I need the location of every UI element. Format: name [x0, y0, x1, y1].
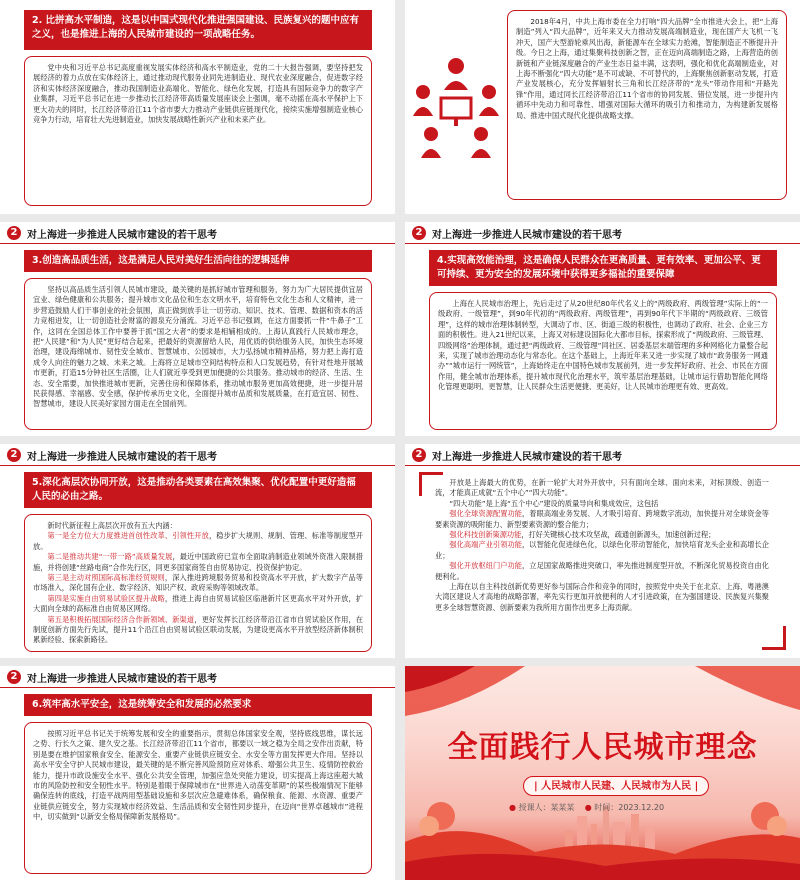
slide-body-box: [24, 514, 372, 652]
date-label: 时间：2023.12.20: [594, 803, 665, 812]
slide-body: 党中央和习近平总书记高度重视发展实体经济和高水平制造业，党的二十大报告强调，要坚持把发展经济的着力点放在实体经济上，通过推动现代服务业同先进制造业、现代农业深度融合，促进数字经济和实体经济深度融合，推动我国制造业高端化、智能化、绿色化发展，打造具有国际竞争力的数字产业集群，习近平总书记在进一步推动长江经济带高质量发展座谈会上强调，毫不动摇在高水平保护上下更大功夫的同时，长江经济带沿江11个省市要大力推动产业链供应链现代化，接续实施增强制造业核心竞争力行动，培育壮大先进制造业，加快发展战略性新兴产业和未来产业。: [33, 63, 363, 125]
list-item-text: ，最近中国政府已宣布全面取消制造业领域外资准入限制措施，并将创建“丝路电商”合作先行区，同更多国家商签自由贸易协定、投资保护协定。: [33, 552, 363, 572]
list-item-text: ，着眼高端业务发展、人才吸引培育、跨境数字流动，加快提升对全球资金等要素资源的吸附能力、新型要素资源的整合能力；: [435, 509, 769, 529]
section-title: 对上海进一步推进人民城市建设的若干思考: [27, 674, 217, 685]
person-icon: ●: [509, 803, 516, 812]
slide-quality-life[interactable]: [0, 222, 395, 436]
slide-topbar: [0, 222, 395, 244]
slide-topbar: [405, 444, 800, 466]
slide-body: 坚持以高品质生活引领人民城市建设，最关键的是抓好城市管理和服务，努力为广大居民提供宜居宜业、绿色健康和公共服务；提升城市文化品位和生态文明水平，培育特色文化生态和人文精神，进一步营造鼓励人们干事创业的社会氛围，真正做到放手让一切劳动、知识、技术、管理、数据和资本的活力竞相迸发，让一切创造社会财富的源泉充分涌流。习近平总书记强调，在这方面要抓一件“牛鼻子”工作，这同在全国总体工作中要善于抓“国之大者”的要求是相辅相成的。上海认真践行人民城市理念，把“人民建”和“为人民”更好结合起来，把最好的资源留给人民，用优质的供给服务人民，加快生态环境治理，建设海绵城市、韧性安全城市、智慧城市、公园城市，大力弘扬城市精神品格，努力把上海打造成令人向往的魅力之城、未来之城。上海将立足城市空间结构特点和人口发展趋势，有针对性地开展城市更新，打造15分钟社区生活圈，让人们就近享受到更加便捷的公共服务。推动城市的经济、生活、生态、安全需要，加快推进城市更新，完善住房和保障体系，推动城市服务更加高效便捷，进一步提升居民获得感、幸福感、安全感，保护传承历史文化，全面提升城市品质和发展质量，在打造宜居、韧性、智慧城市，建设人民美好家园方面走在全国前列。: [33, 285, 363, 409]
list-item: [435, 509, 769, 530]
slide-body: 2018年4月，中共上海市委在全力打响“四大品牌”全市推进大会上，把“上海制造”列入“四大品牌”，近年来又大力推动发展高端制造业，现在国产大飞机一飞冲天，国产大型游轮乘风出海，新能源车在全球实力抢滩，智能制造正不断提升升级。今日之上海，通过集聚科技创新之智，正在迈向高端制造之路，上海营造的创新链和产业链深度融合的产业生态日益丰满，这表明，强化和优化高端制造业，对上海不断强化“四大功能”是不可或缺、不可替代的，上海聚焦创新驱动发展，打造产业发展核心，充分发挥辐射长三角和长江经济带的“龙头”带动作用和“开路先锋”作用，通过同长江经济带沿江11个省市的协同发展、错位发展，进一步提升内循环中先动力和可靠性、增强对国际大循环的吸引力和推动力，为构建新发展格局、推进中国式现代化提供战略支撑。: [516, 17, 778, 120]
slide-paragraph: 上海在以自主科技创新优势更好参与国际合作和竞争的同时，按照党中央关于在北京、上海、粤港澳大湾区建设人才高地的战略部署，率先实行更加开放便利的人才引进政策，在为强国建设、民族复兴集聚更多全球智慧资源、创新要素为我所用方面作出更多上海贡献。: [435, 582, 769, 612]
slide-body: 上海在人民城市治理上，先后走过了从20世纪80年代名义上的“两级政府、两级管理”实际上的“一级政府、一级管理”，到90年代初的“两级政府、两级管理”，再到90年代下半期的“两级政府、三级管理”，这样的城市治理体制转型，大调动了市、区、街道三级的积极性，也调动了政府、社会、企业三方面的积极性。进入21世纪以来，上海又对标建设国际化大都市目标，探索形成了“两级政府、三级管理、四级网络”治理体制，通过把“两级政府、三级管理”同社区、居委基层末端管理的多种网格化力量整合起来，实现了城市治理动态化与常态化。在这个基础上，上海近年来又进一步实现了城市“政务服务一网通办”“城市运行一网统管”，上海始终走在中国特色城市发展前列，进一步发挥好政府、社会、市民在方面作用，健全城市治理体系，提升城市现代化治理水平，筑牢基层治理基础，让城市运行借助智能化网络化管理更聪明、更智慧，让人民群众生活更便捷、更美好，让人民城市治理更有效、更高效。: [438, 299, 768, 392]
clock-icon: ●: [584, 803, 592, 812]
list-item: [435, 540, 769, 561]
list-item-label: 第五是积极拓展国际经济合作新领域、新渠道: [47, 614, 195, 624]
list-item-label: 强化开放枢纽门户功能: [449, 561, 523, 571]
slide-body-box: [429, 292, 777, 430]
list-item-label: 强化全球资源配置功能: [449, 509, 523, 519]
list-item-text: ，立足国家战略推进突破口，率先推进制度型开放，不断深化贸易投资自由化便利化。: [435, 561, 769, 581]
slide-body-box: [24, 56, 372, 206]
section-number: 2: [7, 670, 21, 684]
list-item-label: 强化科技创新策源功能: [449, 530, 522, 540]
slide-manufacturing[interactable]: [0, 0, 395, 214]
section-number: 2: [7, 226, 21, 240]
list-item: [33, 552, 363, 573]
slide-shanghai-manufacturing[interactable]: [405, 0, 800, 214]
section-title: 对上海进一步推进人民城市建设的若干思考: [27, 230, 217, 241]
cover-slide[interactable]: [405, 666, 800, 880]
meeting-people-icon: [411, 52, 501, 162]
slide-paragraph: 开放是上海最大的优势，在新一轮扩大对外开放中，只有面向全球、面向未来，对标顶级、创造一流，才能真正成就“五个中心”“四大功能”。: [435, 478, 769, 498]
cover-subtitle: | 人民城市人民建、人民城市为人民 |: [523, 776, 709, 796]
slide-body-box: [24, 278, 372, 430]
list-item: [33, 615, 363, 646]
list-item-label: 第一是全方位大力度推进首创性改革、引领性开放: [47, 531, 209, 541]
cover-decoration-illustration: [405, 666, 800, 880]
slide-body: 按照习近平总书记关于统筹发展和安全的重要指示，贯彻总体国家安全观，坚持底线思维，谋长远之势、行长久之策、建久安之基。长江经济带沿江11个省市，都要以一域之稳为全局之安作出贡献，特别是要在维护国家粮食安全、能源安全、重要产业链供应链安全、水安全等方面发挥更大作用。坚持以高水平安全守护人民城市建设，最关键的是不断完善风险预防应对体系、增强公共卫生、疫情防控救治能力，提升市政设施安全水平、强化公共安全管理，加强应急处突能力建设，切实提高上海这座超大城市的风险防控和安全韧性水平。特别是着眼于保障城市在“世界进入动荡变革期”的某些极端情况下能够确保连转的底线，打造平战两用型基础设施和多层次应急避难体系，确保粮食、能源、水资源、重要产业链供应链安全，努力实现城市经济效益、生活品质和安全韧性同步提升，在迈向“世界卓越城市”进程中，切实做到“以新安全格局保障新发展格局”。: [33, 729, 363, 822]
list-item-text: ，更好发挥长江经济带沿江省市自贸试验区作用，在制度创新方面先行先试，提升11个沿江自由贸易试验区联动发展，为建设更高水平开放型经济新体制积累新经验、探索新路径。: [33, 614, 363, 645]
cover-meta: [509, 802, 664, 813]
slide-heading: 2. 比拼高水平制造，这是以中国式现代化推进强国建设、民族复兴的题中应有之义，也是推进上海的人民城市建设的一项战略任务。: [24, 10, 372, 50]
slide-body-box: [24, 722, 372, 874]
section-title: 对上海进一步推进人民城市建设的若干思考: [432, 230, 622, 241]
section-title: 对上海进一步推进人民城市建设的若干思考: [432, 452, 622, 463]
list-item: [435, 561, 769, 582]
cover-title: 全面践行人民城市理念: [447, 730, 758, 765]
list-item-text: ，以智能化促进绿色化，以绿色化带动智能化，加快培育龙头企业和高增长企业；: [435, 540, 769, 560]
slide-heading: 3.创造高品质生活，这是满足人民对美好生活向往的逻辑延伸: [24, 250, 372, 272]
list-item-label: 第四是实施自由贸易试验区提升战略: [47, 593, 165, 603]
list-item-text: ，推进上海自由贸易试验区临港新片区更高水平对外开放，扩大面向全球的高标准自由贸易区网络。: [33, 593, 363, 614]
section-title: 对上海进一步推进人民城市建设的若干思考: [27, 452, 217, 463]
slide-heading: 6.筑牢高水平安全，这是统筹安全和发展的必然要求: [24, 694, 372, 716]
slide-body-box: [429, 478, 775, 646]
presenter-label: 授课人：某某某: [518, 803, 575, 812]
section-number: 2: [412, 226, 426, 240]
slide-governance[interactable]: [405, 222, 800, 436]
list-intro: 新时代新征程上高层次开放有五大内涵：: [47, 521, 177, 530]
list-item-text: ，打好关键核心技术攻坚战，疏通创新源头，加速创新过程；: [521, 530, 716, 540]
list-item: [435, 530, 769, 540]
list-item-label: 第三是主动对照国际高标准经贸规则: [47, 573, 165, 583]
slide-topbar: [0, 444, 395, 466]
section-number: 2: [7, 448, 21, 462]
slide-four-functions[interactable]: [405, 444, 800, 658]
slide-topbar: [0, 666, 395, 688]
slide-heading: 5.深化高层次协同开放，这是推动各类要素在高效集聚、优化配置中更好造福人民的必由之路。: [24, 472, 372, 508]
slide-body-box: [507, 10, 787, 200]
list-item-label: 强化高端产业引领功能: [449, 540, 523, 550]
list-item-label: 第二是推动共建“一带一路”高质量发展: [47, 552, 173, 562]
slide-paragraph: “四大功能”是上海“五个中心”建设的质量导向和集成效应，这包括: [449, 498, 659, 508]
list-item: [33, 531, 363, 552]
slide-heading: 4.实现高效能治理，这是确保人民群众在更高质量、更有效率、更加公平、更可持续、更为安全的发展环境中获得更多福祉的重要保障: [429, 250, 777, 286]
list-item: [33, 573, 363, 594]
slide-topbar: [405, 222, 800, 244]
slide-security[interactable]: [0, 666, 395, 880]
list-item: [33, 594, 363, 615]
list-item-text: ，稳步扩大规则、规制、管理、标准等制度型开放。: [33, 531, 363, 551]
list-item-text: ，深入推进跨境服务贸易和投资高水平开放，扩大数字产品等市场准入，深化国有企业、数字经济、知识产权、政府采购等领域改革。: [33, 573, 363, 593]
section-number: 2: [412, 448, 426, 462]
slide-opening[interactable]: [0, 444, 395, 658]
